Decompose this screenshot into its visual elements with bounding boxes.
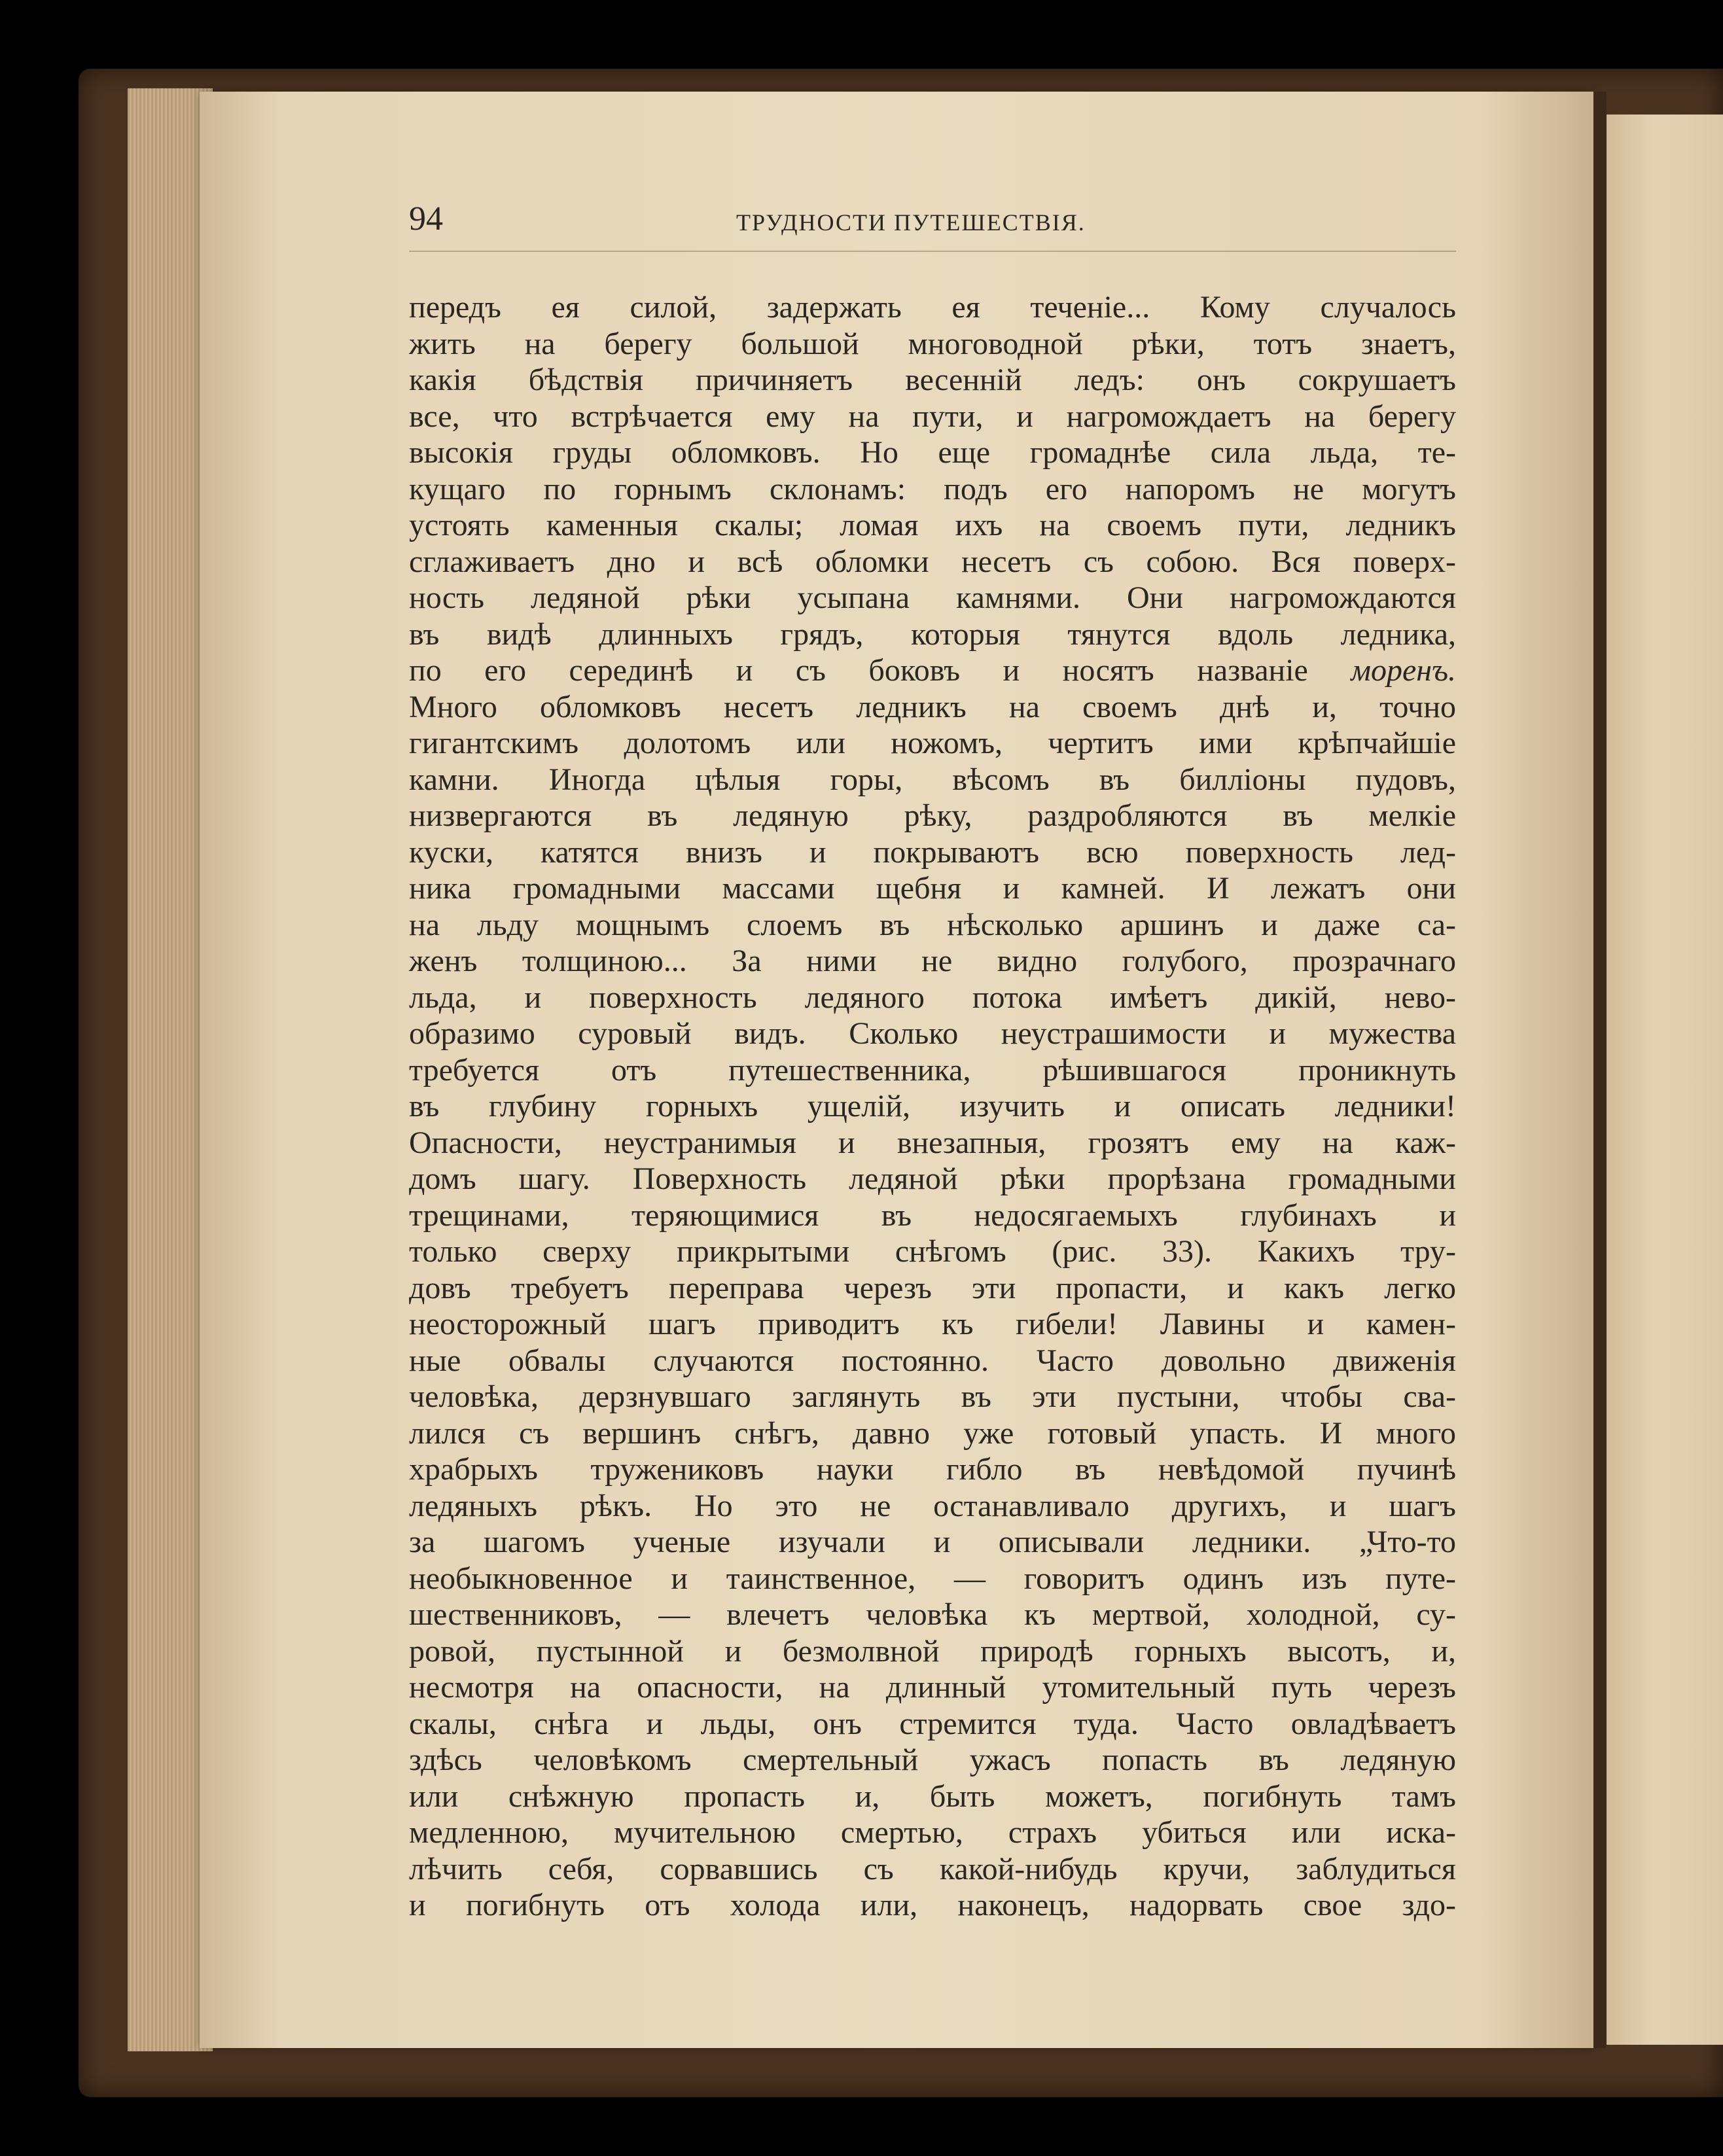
text-line: ровой, пустынной и безмолвной природѣ горныхъ высотъ, и,	[409, 1633, 1456, 1669]
text-line: лился съ вершинъ снѣгъ, давно уже готовый упасть. И много	[409, 1415, 1456, 1451]
running-title: ТРУДНОСТИ ПУТЕШЕСТВІЯ.	[736, 209, 1086, 236]
text-line: жить на берегу большой многоводной рѣки, тотъ знаетъ,	[409, 326, 1456, 361]
text-line: сглаживаетъ дно и всѣ обломки несетъ съ собою. Вся поверх-	[409, 544, 1456, 579]
text-line: довъ требуетъ переправа черезъ эти пропасти, и какъ легко	[409, 1270, 1456, 1305]
text-line: ледяныхъ рѣкъ. Но это не останавливало другихъ, и шагъ	[409, 1488, 1456, 1523]
text-line: несмотря на опасности, на длинный утомительный путь черезъ	[409, 1670, 1456, 1705]
text-line: только сверху прикрытыми снѣгомъ (рис. 33). Какихъ тру-	[409, 1234, 1456, 1269]
text-line-with-italic	[409, 652, 1456, 689]
page-number: 94	[409, 200, 443, 238]
text-line: низвергаются въ ледяную рѣку, раздробляются въ мелкіе	[409, 798, 1456, 833]
text-line: передъ ея силой, задержать ея теченіе... Кому случалось	[409, 290, 1456, 325]
text-line: куски, катятся внизъ и покрываютъ всю поверхность лед-	[409, 834, 1456, 870]
body-text	[409, 289, 1456, 1924]
book-gutter	[1593, 92, 1607, 2048]
text-line-segment: по его серединѣ и съ боковъ и носятъ названіе	[409, 653, 1308, 688]
text-line: человѣка, дерзнувшаго заглянуть въ эти пустыни, чтобы сва-	[409, 1379, 1456, 1414]
text-line: высокія груды обломковъ. Но еще громаднѣе сила льда, те-	[409, 435, 1456, 470]
facing-page	[1607, 115, 1723, 2045]
text-line: храбрыхъ тружениковъ науки гибло въ невѣдомой пучинѣ	[409, 1452, 1456, 1487]
text-line: здѣсь человѣкомъ смертельный ужасъ попасть въ ледяную	[409, 1742, 1456, 1777]
text-line: женъ толщиною... За ними не видно голубого, прозрачнаго	[409, 944, 1456, 978]
text-line: льда, и поверхность ледяного потока имѣетъ дикій, нево-	[409, 980, 1456, 1015]
text-line: какія бѣдствія причиняетъ весенній ледъ: онъ сокрушаетъ	[409, 362, 1456, 397]
text-line: домъ шагу. Поверхность ледяной рѣки прорѣзана громадными	[409, 1161, 1456, 1196]
text-line: Много обломковъ несетъ ледникъ на своемъ днѣ и, точно	[409, 689, 1456, 724]
text-line: гигантскимъ долотомъ или ножомъ, чертитъ ими крѣпчайшіе	[409, 726, 1456, 760]
text-line: лѣчить себя, сорвавшись съ какой-нибудь кручи, заблудиться	[409, 1851, 1456, 1886]
text-line: ника громадными массами щебня и камней. И лежатъ они	[409, 871, 1456, 906]
header-rule	[409, 251, 1456, 252]
text-line: въ глубину горныхъ ущелій, изучить и описать ледники!	[409, 1089, 1456, 1123]
text-line: за шагомъ ученые изучали и описывали ледники. „Что-то	[409, 1525, 1456, 1559]
text-line: трещинами, теряющимися въ недосягаемыхъ глубинахъ и	[409, 1197, 1456, 1233]
text-line: на льду мощнымъ слоемъ въ нѣсколько аршинъ и даже са-	[409, 907, 1456, 942]
text-line: все, что встрѣчается ему на пути, и нагромождаетъ на берегу	[409, 398, 1456, 434]
text-line: шественниковъ, — влечетъ человѣка къ мертвой, холодной, су-	[409, 1597, 1456, 1632]
text-line: неосторожный шагъ приводитъ къ гибели! Лавины и камен-	[409, 1307, 1456, 1341]
text-line: необыкновенное и таинственное, — говоритъ одинъ изъ путе-	[409, 1561, 1456, 1596]
text-line: или снѣжную пропасть и, быть можетъ, погибнуть тамъ	[409, 1778, 1456, 1814]
text-line: образимо суровый видъ. Сколько неустрашимости и мужества	[409, 1016, 1456, 1051]
text-line: Опасности, неустранимыя и внезапныя, грозятъ ему на каж-	[409, 1125, 1456, 1160]
text-line: требуется отъ путешественника, рѣшившагося проникнуть	[409, 1052, 1456, 1087]
page-header	[409, 196, 1456, 249]
text-line: медленною, мучительною смертью, страхъ убиться или иска-	[409, 1815, 1456, 1850]
text-line: устоять каменныя скалы; ломая ихъ на своемъ пути, ледникъ	[409, 508, 1456, 542]
italic-term: моренъ.	[1351, 653, 1457, 688]
text-line: въ видѣ длинныхъ грядъ, которыя тянутся вдоль ледника,	[409, 616, 1456, 652]
text-line: кущаго по горнымъ склонамъ: подъ его напоромъ не могутъ	[409, 471, 1456, 506]
text-line: ность ледяной рѣки усыпана камнями. Они нагромождаются	[409, 580, 1456, 615]
text-line: и погибнуть отъ холода или, наконецъ, надорвать свое здо-	[409, 1888, 1456, 1922]
text-line: скалы, снѣга и льды, онъ стремится туда. Часто овладѣваетъ	[409, 1706, 1456, 1741]
text-line: камни. Иногда цѣлыя горы, вѣсомъ въ билліоны пудовъ,	[409, 762, 1456, 797]
text-line: ные обвалы случаются постоянно. Часто довольно движенія	[409, 1343, 1456, 1378]
